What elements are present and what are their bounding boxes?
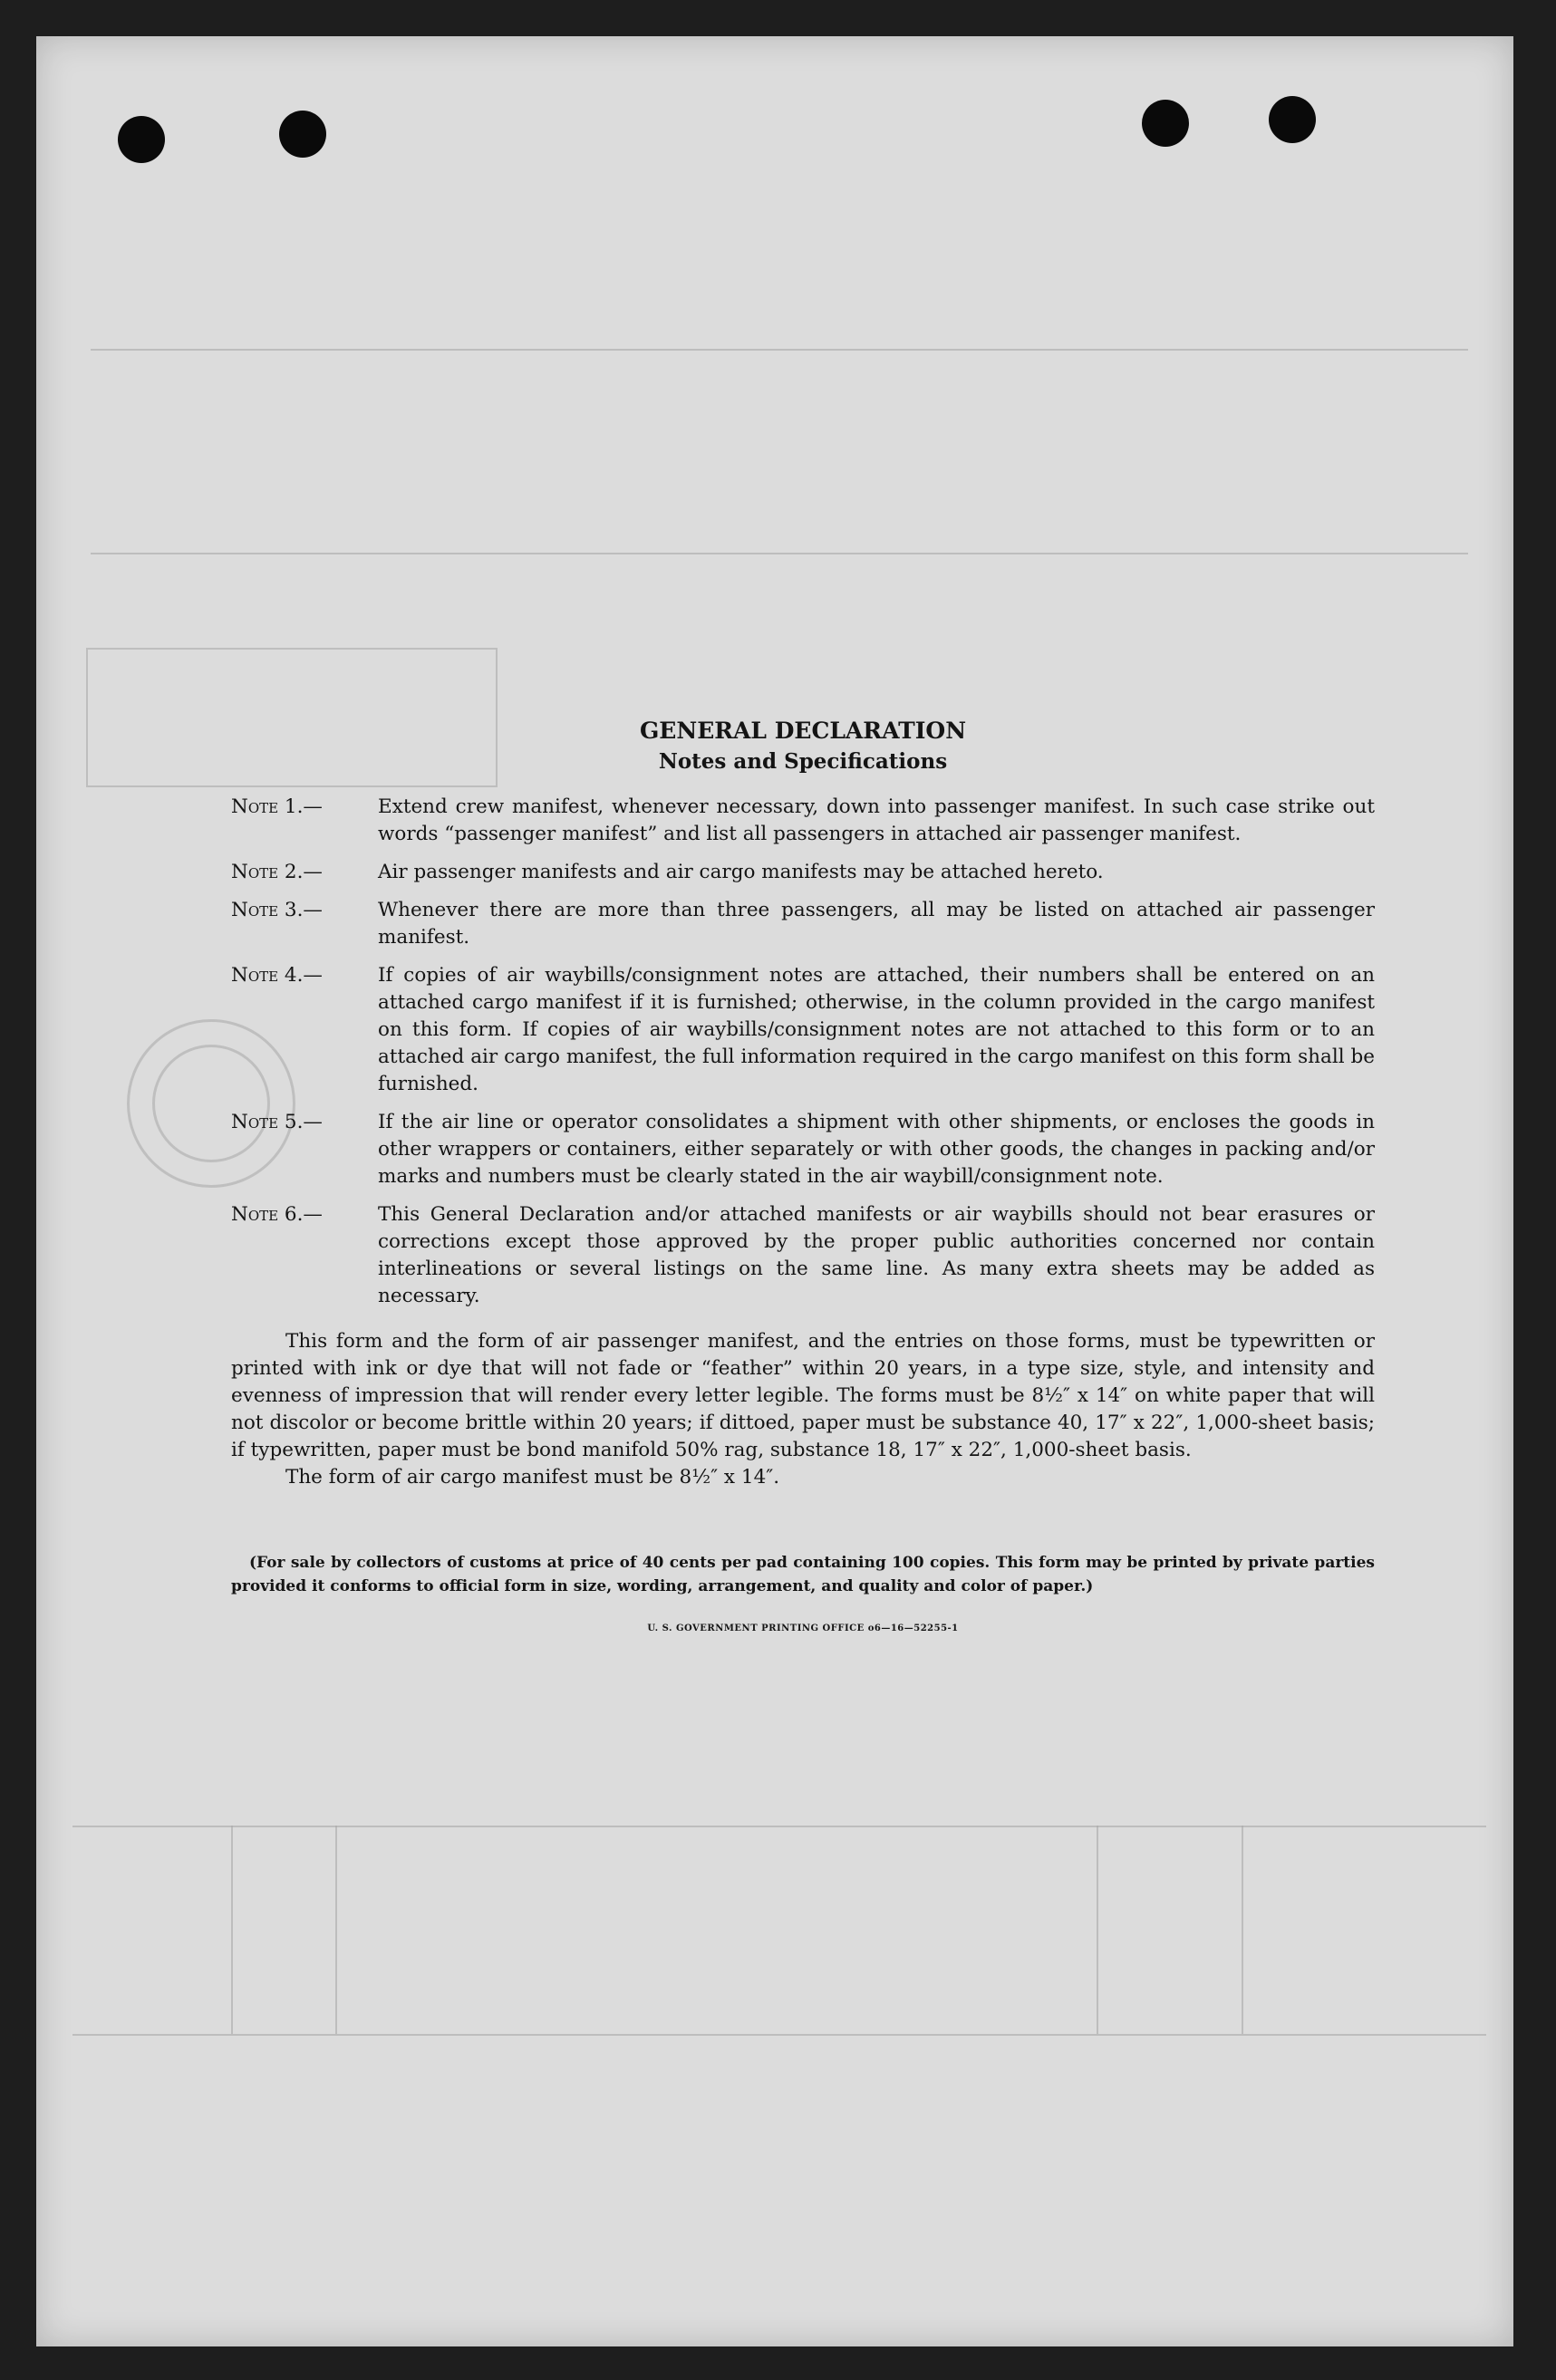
note-2 — [231, 859, 1375, 886]
note-text: Air passenger manifests and air cargo manifests may be attached hereto. — [378, 861, 1104, 883]
punch-hole — [279, 111, 326, 158]
bleed-through-rule — [72, 2034, 1486, 2036]
form-requirements-paragraph: This form and the form of air passenger manifest, and the entries on those forms, must be typewritten or printed with ink or dye that will not fade or “feather” within 20 years, in a type size, style, and intensity and evenness of impression that will render every letter legible. The forms must be 8½″ x 14″ on white paper that will not discolor or become brittle within 20 years; if dittoed, paper must be substance 40, 17″ x 22″, 1,000-sheet basis; if typewritten, paper must be bond manifold 50% rag, substance 18, 17″ x 22″, 1,000-sheet basis. — [231, 1330, 1375, 1461]
punch-hole — [1142, 100, 1189, 147]
bleed-through-rule — [91, 553, 1468, 554]
punch-hole — [1269, 96, 1316, 143]
note-label: Note 5.— — [231, 1111, 323, 1133]
note-text: If copies of air waybills/consignment notes are attached, their numbers shall be entered on an attached cargo manifest if it is furnished; otherwise, in the column provided in the cargo manifest on this form. If copies of air waybills/consignment notes are not attached to this form or to an attached air cargo manifest, the full information required in the cargo manifest on this form shall be furnished. — [378, 964, 1375, 1095]
bleed-through-rule — [1097, 1826, 1098, 2034]
note-4 — [231, 962, 1375, 1098]
bleed-through-rule — [231, 1826, 233, 2034]
page-subtitle: Notes and Specifications — [658, 749, 948, 774]
declaration-notes — [231, 718, 1375, 1633]
note-6 — [231, 1201, 1375, 1310]
note-label: Note 3.— — [231, 899, 323, 921]
note-text: If the air line or operator consolidates a shipment with other shipments, or encloses the goods in other wrappers or containers, either separately or with other goods, the changes in packing and/or marks and numbers must be clearly stated in the air waybill/consignment note. — [378, 1111, 1375, 1188]
sale-note: (For sale by collectors of customs at price of 40 cents per pad containing 100 copies. This form may be printed by private parties provided it conforms to official form in size, wording, arrangement, and quality and color of paper.) — [231, 1554, 1375, 1595]
bleed-through-rule — [335, 1826, 337, 2034]
bleed-through-rule — [91, 349, 1468, 351]
note-text: Whenever there are more than three passengers, all may be listed on attached air passenger manifest. — [378, 899, 1375, 949]
printing-office-line: U. S. GOVERNMENT PRINTING OFFICE o6—16—52255-1 — [647, 1624, 959, 1633]
cargo-manifest-size-line: The form of air cargo manifest must be 8½″ x 14″. — [285, 1466, 780, 1489]
bleed-through-rule — [1242, 1826, 1243, 2034]
note-5 — [231, 1109, 1375, 1190]
note-text: Extend crew manifest, whenever necessary, down into passenger manifest. In such case strike out words “passenger manifest” and list all passengers in attached air passenger manifest. — [378, 795, 1375, 845]
document-sheet — [36, 36, 1513, 2346]
page-title: GENERAL DECLARATION — [639, 718, 967, 744]
note-label: Note 4.— — [231, 964, 323, 987]
bleed-through-rule — [72, 1826, 1486, 1827]
note-label: Note 6.— — [231, 1203, 323, 1226]
punch-hole — [118, 116, 165, 163]
note-label: Note 2.— — [231, 861, 323, 883]
note-1 — [231, 794, 1375, 848]
note-label: Note 1.— — [231, 795, 323, 818]
note-3 — [231, 897, 1375, 951]
note-text: This General Declaration and/or attached manifests or air waybills should not bear erasures or corrections except those approved by the proper public authorities concerned nor contain interlineations or several listings on the same line. As many extra sheets may be added as necessary. — [378, 1203, 1375, 1307]
